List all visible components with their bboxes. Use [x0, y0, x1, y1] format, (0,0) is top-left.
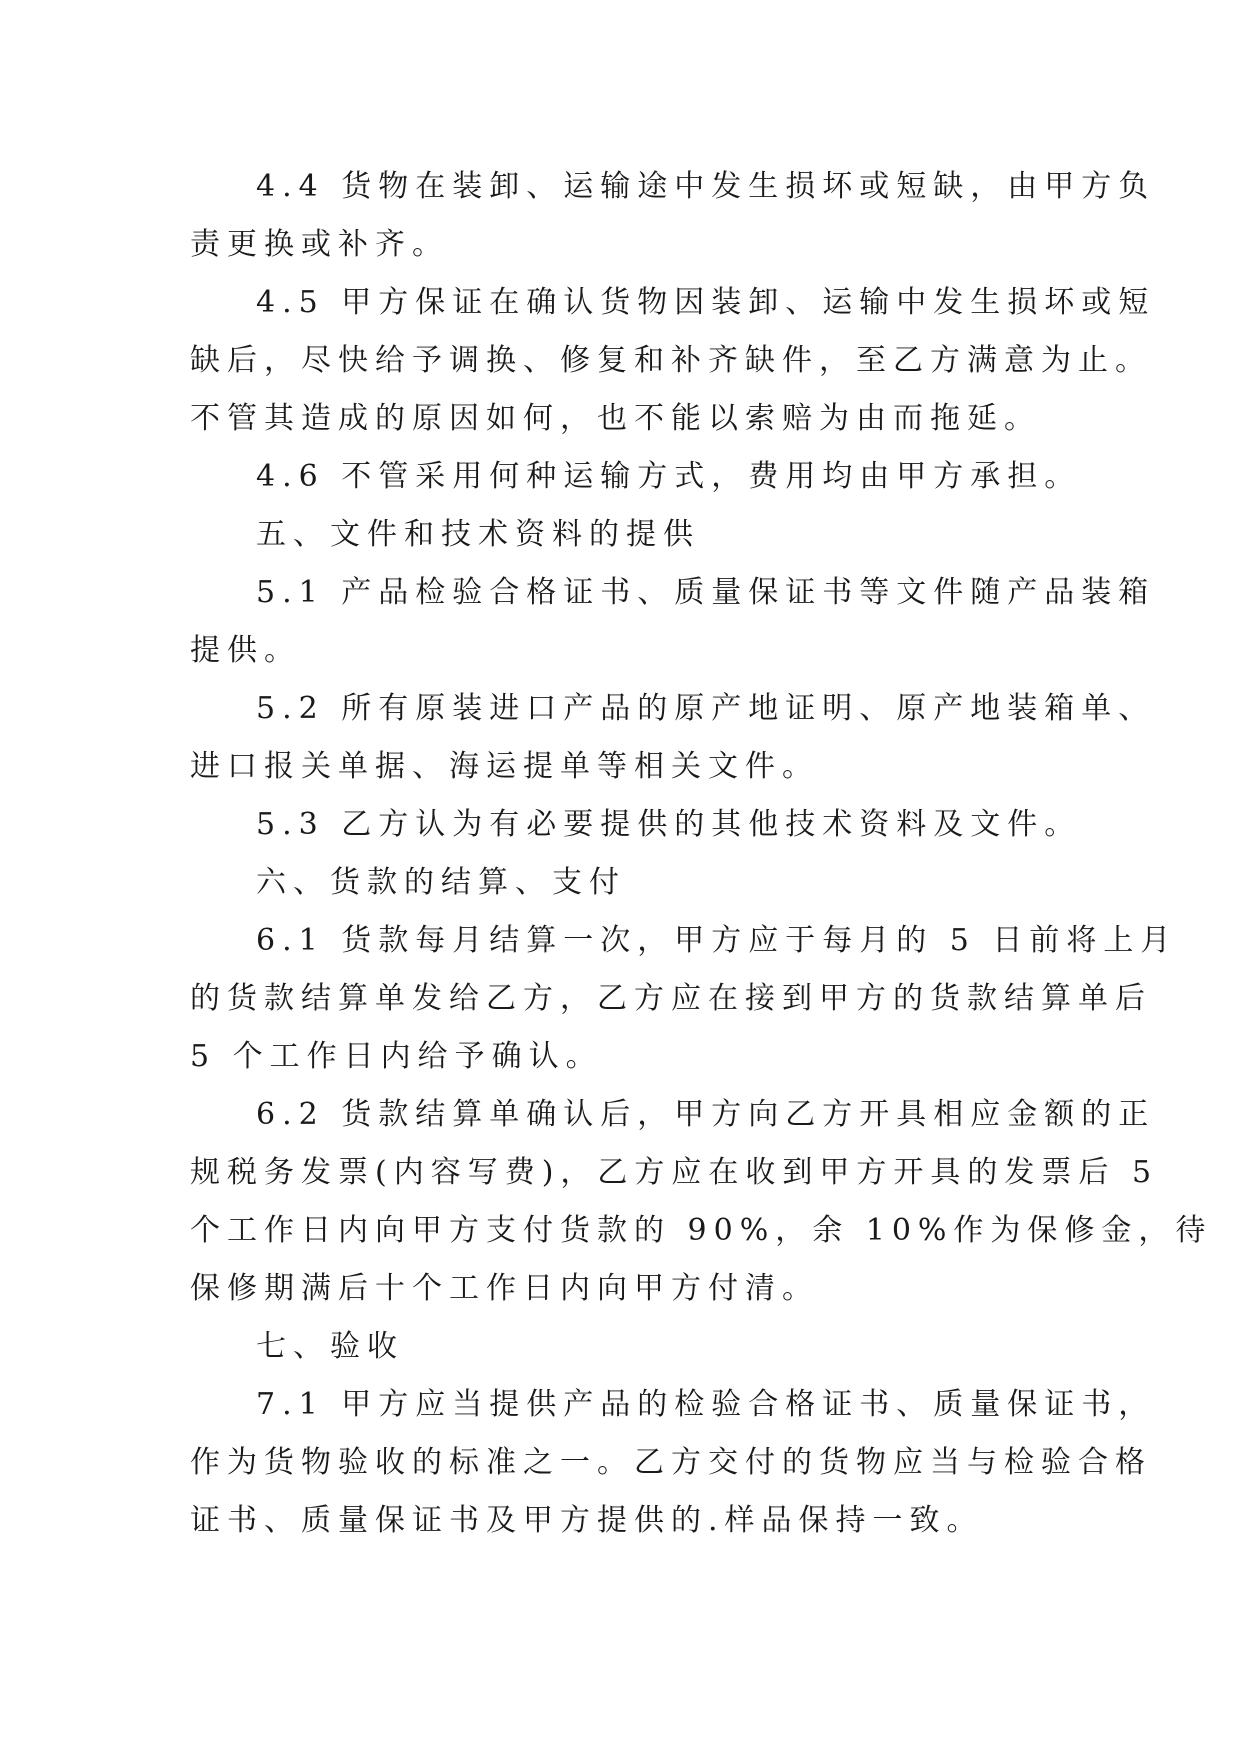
section-heading-6 [190, 854, 1060, 912]
text-line: 5.2 所有原装进口产品的原产地证明、原产地装箱单、 [256, 691, 1156, 726]
text-line: 6.2 货款结算单确认后，甲方向乙方开具相应金额的正 [256, 1097, 1156, 1132]
text-line: 个工作日内向甲方支付货款的 90%，余 10%作为保修金，待 [190, 1213, 1213, 1248]
clause-4-4 [190, 158, 1156, 274]
clause-6-2 [190, 1086, 1213, 1318]
text-line: 的货款结算单发给乙方，乙方应在接到甲方的货款结算单后 [190, 981, 1152, 1016]
text-line: 作为货物验收的标准之一。乙方交付的货物应当与检验合格 [190, 1445, 1152, 1480]
text-line: 5.1 产品检验合格证书、质量保证书等文件随产品装箱 [256, 575, 1156, 610]
text-line: 不管其造成的原因如何，也不能以索赔为由而拖延。 [190, 401, 1041, 436]
section-heading-5 [190, 506, 1060, 564]
section-heading: 七、验收 [256, 1329, 404, 1364]
text-line: 证书、质量保证书及甲方提供的.样品保持一致。 [190, 1503, 984, 1538]
clause-5-1 [190, 564, 1156, 680]
text-line: 4.5 甲方保证在确认货物因装卸、运输中发生损坏或短 [256, 285, 1156, 320]
document-body [190, 158, 1213, 1550]
clause-6-1 [190, 912, 1178, 1086]
text-line: 5 个工作日内给予确认。 [190, 1039, 603, 1074]
text-line: 7.1 甲方应当提供产品的检验合格证书、质量保证书， [256, 1387, 1156, 1422]
text-line: 提供。 [190, 633, 301, 668]
text-line: 规税务发票(内容写费)，乙方应在收到甲方开具的发票后 5 [190, 1155, 1159, 1190]
text-line: 4.6 不管采用何种运输方式，费用均由甲方承担。 [256, 459, 1082, 494]
text-line: 6.1 货款每月结算一次，甲方应于每月的 5 日前将上月 [256, 923, 1178, 958]
clause-5-3 [190, 796, 1082, 854]
clause-5-2 [190, 680, 1156, 796]
clause-7-1 [190, 1376, 1156, 1550]
text-line: 4.4 货物在装卸、运输途中发生损坏或短缺，由甲方负 [256, 169, 1156, 204]
section-heading: 六、货款的结算、支付 [256, 865, 626, 900]
section-heading-7 [190, 1318, 1060, 1376]
clause-4-6 [190, 448, 1082, 506]
text-line: 保修期满后十个工作日内向甲方付清。 [190, 1271, 819, 1306]
text-line: 5.3 乙方认为有必要提供的其他技术资料及文件。 [256, 807, 1082, 842]
text-line: 缺后，尽快给予调换、修复和补齐缺件，至乙方满意为止。 [190, 343, 1152, 378]
section-heading: 五、文件和技术资料的提供 [256, 517, 700, 552]
clause-4-5 [190, 274, 1156, 448]
text-line: 进口报关单据、海运提单等相关文件。 [190, 749, 819, 784]
text-line: 责更换或补齐。 [190, 227, 449, 262]
